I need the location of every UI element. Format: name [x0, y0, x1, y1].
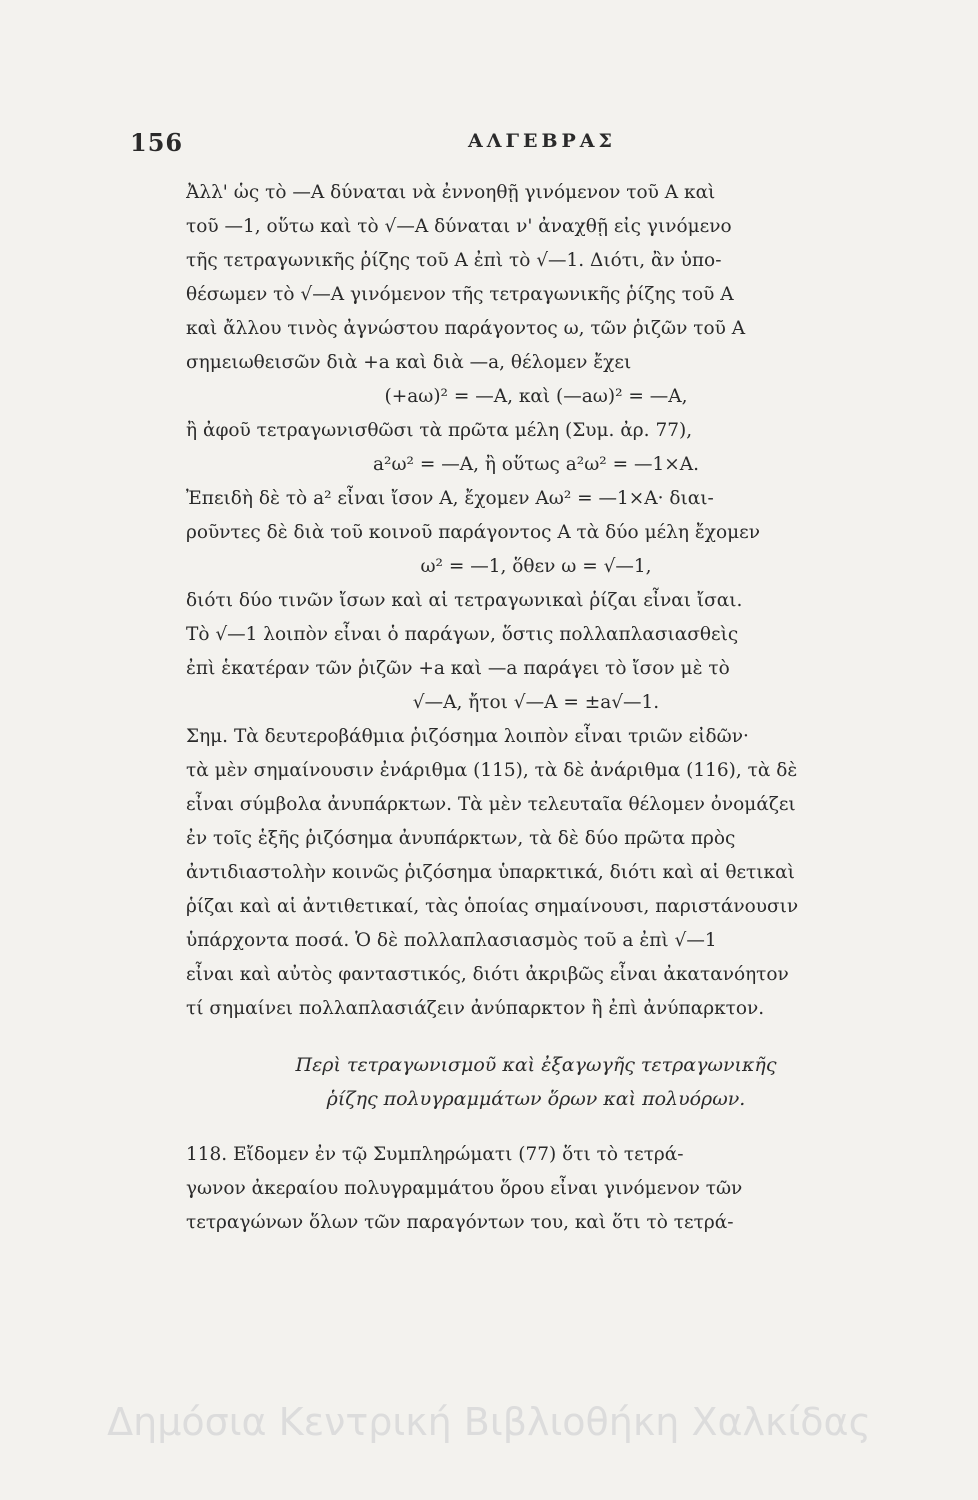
text-line: Ἐπειδὴ δὲ τὸ a² εἶναι ἴσον A, ἔχομεν Aω² = —1×A· διαι- [186, 488, 714, 509]
section-heading: Περὶ τετραγωνισμοῦ καὶ ἐξαγωγῆς τετραγωνικῆς [295, 1054, 777, 1076]
equation: a²ω² = —A, ἢ οὕτως a²ω² = —1×A. [373, 454, 699, 475]
text-line: τῆς τετραγωνικῆς ῥίζης τοῦ A ἐπὶ τὸ √—1. Διότι, ἂν ὑπο- [186, 250, 722, 271]
page-number: 156 [130, 128, 184, 157]
body-text [186, 176, 886, 1240]
text-line: γωνον ἀκεραίου πολυγραμμάτου ὅρου εἶναι γινόμενον τῶν [186, 1178, 743, 1199]
text-line: τετραγώνων ὅλων τῶν παραγόντων του, καὶ ὅτι τὸ τετρά- [186, 1212, 734, 1233]
library-watermark: Δημόσια Κεντρική Βιβλιοθήκη Χαλκίδας [107, 1400, 871, 1444]
page-header [130, 128, 868, 158]
text-line: τοῦ —1, οὕτω καὶ τὸ √—A δύναται ν' ἀναχθῇ εἰς γινόμενο [186, 216, 732, 237]
text-line: σημειωθεισῶν διὰ +a καὶ διὰ —a, θέλομεν ἔχει [186, 352, 632, 373]
text-line: ἀντιδιαστολὴν κοινῶς ῥιζόσημα ὑπαρκτικά, διότι καὶ αἱ θετικαὶ [186, 862, 795, 883]
text-line: ἐπὶ ἑκατέραν τῶν ῥιζῶν +a καὶ —a παράγει τὸ ἴσον μὲ τὸ [186, 658, 730, 679]
text-line: Τὸ √—1 λοιπὸν εἶναι ὁ παράγων, ὅστις πολλαπλασιασθεὶς [186, 624, 739, 645]
text-line: Ἀλλ' ὡς τὸ —A δύναται νὰ ἐννοηθῇ γινόμενον τοῦ A καὶ [186, 182, 716, 203]
text-line: ἢ ἀφοῦ τετραγωνισθῶσι τὰ πρῶτα μέλη (Συμ. ἀρ. 77), [186, 420, 693, 441]
running-head: ΑΛΓΕΒΡΑΣ [468, 130, 616, 152]
text-line: εἶναι καὶ αὐτὸς φανταστικός, διότι ἀκριβῶς εἶναι ἀκατανόητον [186, 964, 789, 985]
text-line: τί σημαίνει πολλαπλασιάζειν ἀνύπαρκτον ἢ ἐπὶ ἀνύπαρκτον. [186, 998, 765, 1019]
equation: ω² = —1, ὅθεν ω = √—1, [420, 556, 652, 577]
text-line: Σημ. Τὰ δευτεροβάθμια ῥιζόσημα λοιπὸν εἶναι τριῶν εἰδῶν· [186, 726, 749, 747]
equation: (+aω)² = —A, καὶ (—aω)² = —A, [384, 386, 688, 407]
text-line: ἐν τοῖς ἑξῆς ῥιζόσημα ἀνυπάρκτων, τὰ δὲ δύο πρῶτα πρὸς [186, 828, 736, 849]
text-line: εἶναι σύμβολα ἀνυπάρκτων. Τὰ μὲν τελευταῖα θέλομεν ὀνομάζει [186, 794, 796, 815]
text-line: ὑπάρχοντα ποσά. Ὁ δὲ πολλαπλασιασμὸς τοῦ a ἐπὶ √—1 [186, 930, 717, 951]
text-line: ῥίζαι καὶ αἱ ἀντιθετικαί, τὰς ὁποίας σημαίνουσι, παριστάνουσιν [186, 896, 799, 917]
text-line: ροῦντες δὲ διὰ τοῦ κοινοῦ παράγοντος A τὰ δύο μέλη ἔχομεν [186, 522, 760, 543]
text-line: θέσωμεν τὸ √—A γινόμενον τῆς τετραγωνικῆς ῥίζης τοῦ A [186, 284, 734, 305]
text-line: διότι δύο τινῶν ἴσων καὶ αἱ τετραγωνικαὶ ῥίζαι εἶναι ἴσαι. [186, 590, 743, 611]
equation: √—A, ἤτοι √—A = ±a√—1. [412, 692, 660, 713]
section-heading: ῥίζης πολυγραμμάτων ὅρων καὶ πολυόρων. [326, 1088, 746, 1110]
text-line: καὶ ἄλλου τινὸς ἀγνώστου παράγοντος ω, τῶν ῥιζῶν τοῦ A [186, 318, 746, 339]
text-line: 118. Εἴδομεν ἐν τῷ Συμπληρώματι (77) ὅτι τὸ τετρά- [186, 1144, 684, 1165]
text-line: τὰ μὲν σημαίνουσιν ἐνάριθμα (115), τὰ δὲ ἀνάριθμα (116), τὰ δὲ [186, 760, 798, 781]
